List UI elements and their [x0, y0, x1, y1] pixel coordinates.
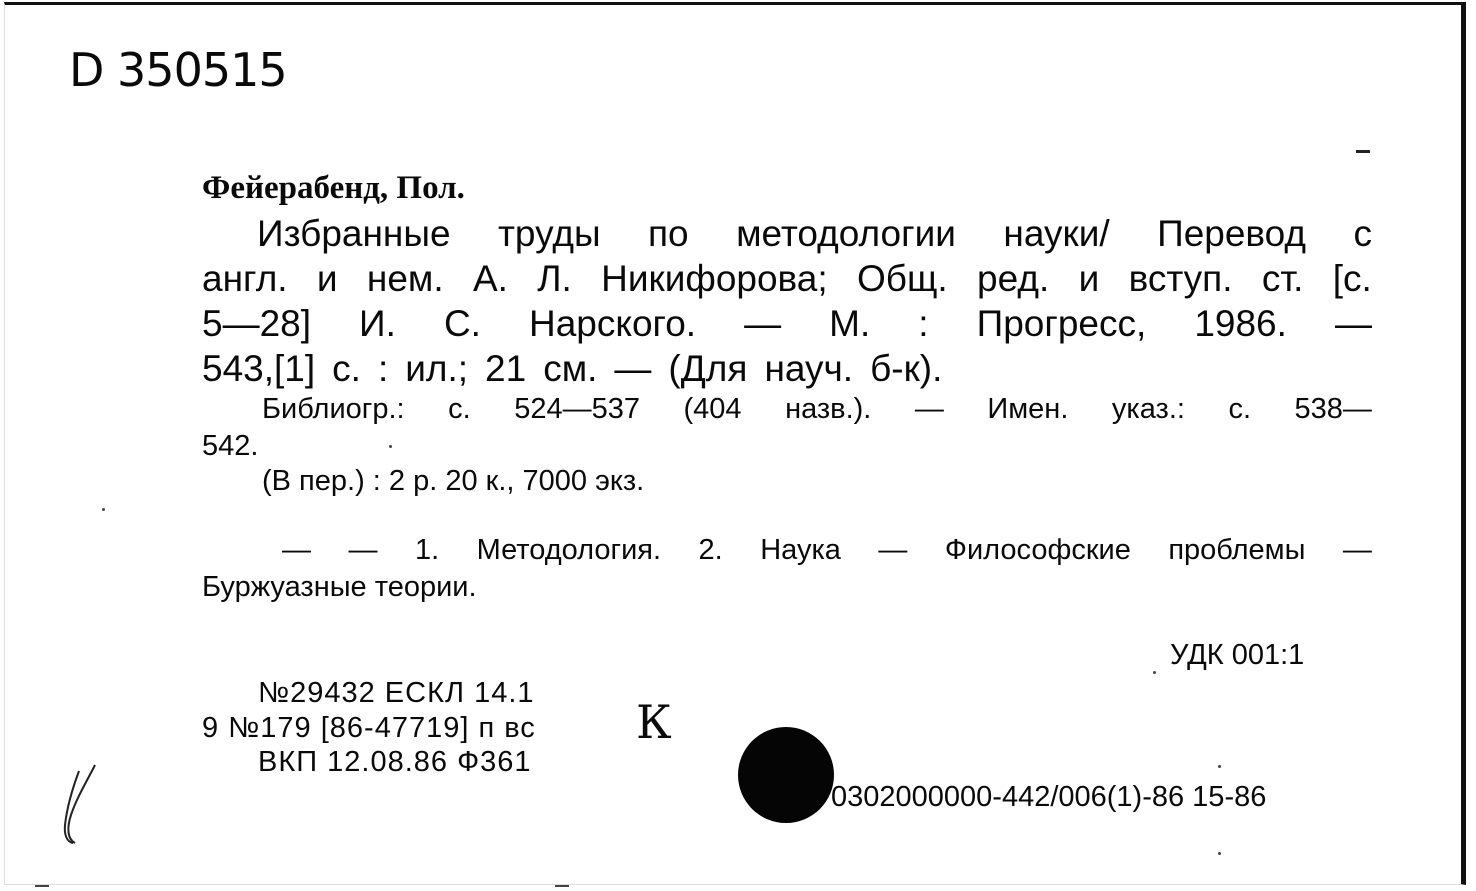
call-number: D 350515 [69, 43, 287, 97]
bibliography-word: (404 [683, 393, 742, 425]
title-word: нем. [366, 258, 444, 299]
title-word: М. [829, 303, 871, 344]
tech-line-2: 9 №179 [86-47719] п вс [202, 712, 536, 744]
title-line [202, 350, 1372, 387]
subject-word: Философские [944, 534, 1131, 566]
bibliography-word: Имен. [987, 393, 1069, 425]
subject-word: 2. [698, 534, 723, 566]
title-word: по [648, 213, 689, 254]
title-word: ред. [977, 258, 1050, 299]
subject-word: 1. [414, 534, 440, 566]
title-line [202, 305, 1372, 342]
bibliography-word: 538— [1294, 393, 1372, 425]
title-word: Нарского. [528, 303, 697, 344]
title-word: вступ. [1128, 258, 1233, 299]
title-line [257, 215, 1372, 252]
subject-word: — [1342, 534, 1372, 566]
speck [1218, 852, 1221, 855]
title-word: и [316, 258, 338, 299]
title-word: с. [332, 348, 361, 389]
subject-word: проблемы [1168, 534, 1306, 566]
subject-headings-continued: Буржуазные теории. [202, 571, 477, 603]
bibliography-word: Библиогр.: [262, 393, 405, 425]
title-word: Никифорова; [601, 258, 828, 299]
title-word: см. [543, 348, 598, 389]
title-word: А. [472, 258, 508, 299]
title-word: науки/ [1003, 213, 1110, 254]
title-word: 5—28] [202, 303, 312, 344]
handwritten-letter: К [636, 695, 672, 749]
title-word: и [1078, 258, 1100, 299]
speck [1153, 671, 1156, 674]
title-line [202, 260, 1372, 297]
title-word: англ. [202, 258, 288, 299]
speck [102, 508, 105, 511]
speck [1218, 765, 1221, 768]
subject-headings [282, 536, 1372, 565]
title-word: ст. [1261, 258, 1304, 299]
title-word: С. [443, 303, 481, 344]
title-word: — [614, 348, 652, 389]
subject-word: — [282, 534, 311, 566]
bibliography-word: назв.). [785, 393, 872, 425]
title-word: И. [359, 303, 396, 344]
price-line: (В пер.) : 2 р. 20 к., 7000 экз. [262, 465, 645, 497]
subject-word: — [878, 534, 908, 566]
title-word: 1986. [1194, 303, 1287, 344]
bibliography-word: с. [1228, 393, 1252, 425]
isbn-code: 0302000000-442/006(1)-86 15-86 [831, 781, 1267, 813]
catalog-card [4, 2, 1466, 885]
bibliography-note [262, 395, 1372, 424]
title-word: — [744, 303, 782, 344]
title-word: — [1334, 303, 1372, 344]
speck [555, 885, 569, 887]
title-word: (Для [668, 348, 748, 389]
title-word: : [377, 348, 389, 389]
title-word: Общ. [857, 258, 948, 299]
title-word: [с. [1332, 258, 1372, 299]
subject-word: — [348, 534, 378, 566]
pencil-mark-icon [57, 763, 107, 847]
tech-line-3: ВКП 12.08.86 Ф361 [258, 746, 532, 778]
title-word: : [918, 303, 929, 344]
title-word: с [1353, 213, 1372, 254]
title-word: методологии [736, 213, 956, 254]
speck [35, 885, 49, 887]
udk-code: УДК 001:1 [1170, 639, 1305, 671]
subject-word: Наука [760, 534, 841, 566]
punch-hole [738, 727, 834, 823]
subject-word: Методология. [476, 534, 662, 566]
tech-line-1: №29432 ЕСКЛ 14.1 [258, 677, 535, 709]
speck [389, 445, 392, 448]
bibliography-word: — [914, 393, 944, 425]
author-heading: Фейерабенд, Пол. [202, 170, 465, 206]
title-word: Перевод [1157, 213, 1307, 254]
title-word: Прогресс, [976, 303, 1147, 344]
title-word: Избранные [257, 213, 451, 254]
bibliography-word: с. [448, 393, 471, 425]
bibliography-continued: 542. [202, 430, 259, 462]
ink-mark [1356, 150, 1370, 153]
title-word: науч. [764, 348, 854, 389]
title-word: ил.; [405, 348, 469, 389]
title-word: труды [497, 213, 601, 254]
bibliography-word: указ.: [1111, 393, 1185, 425]
title-word: 21 [485, 348, 527, 389]
title-word: 543,[1] [202, 348, 316, 389]
bibliography-word: 524—537 [514, 393, 640, 425]
title-word: Л. [537, 258, 572, 299]
title-word: б-к). [870, 348, 943, 389]
